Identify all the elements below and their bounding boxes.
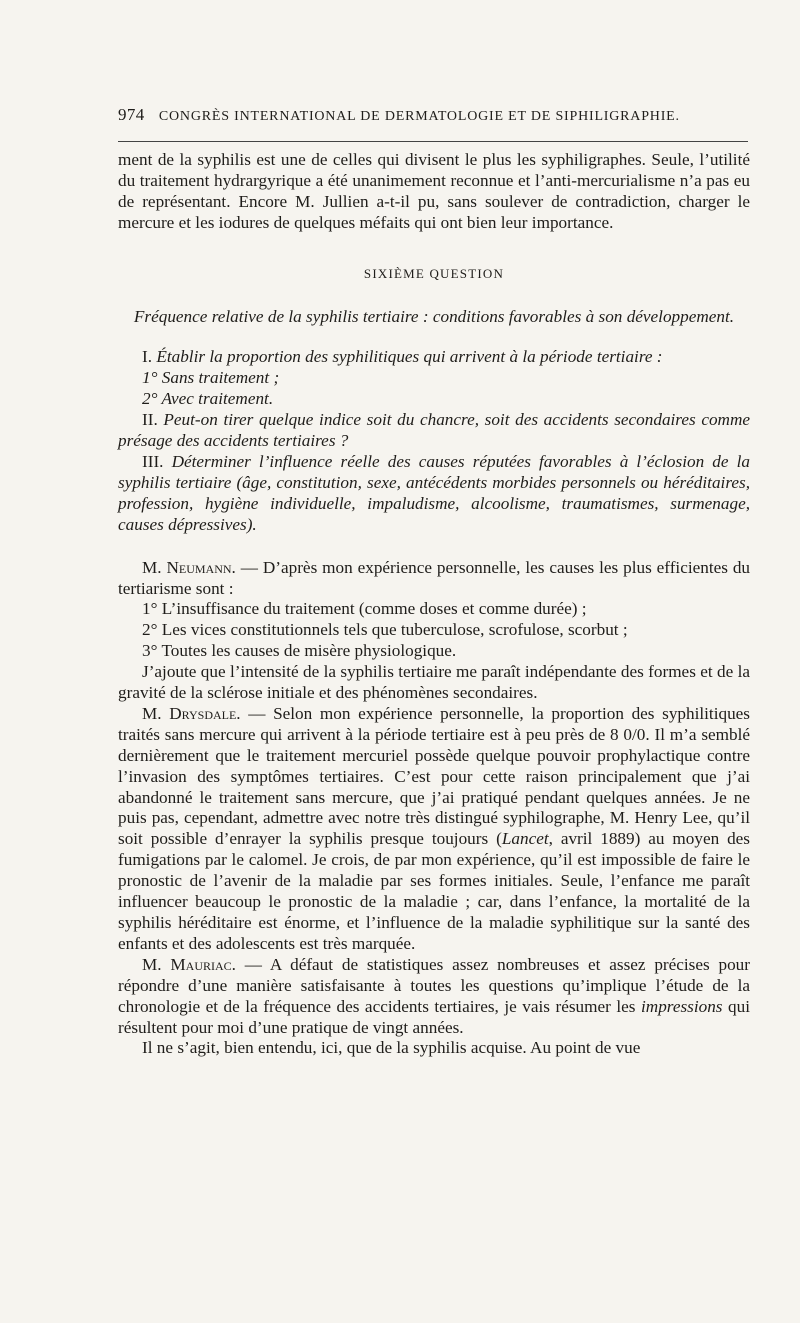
running-title: CONGRÈS INTERNATIONAL DE DERMATOLOGIE ET DE SIPHILIGRAPHIE.	[158, 109, 680, 124]
question-title: Fréquence relative de la syphilis tertiaire : conditions favorables à son développement.	[133, 306, 735, 326]
speaker-drysdale: M. Drysdale.	[142, 703, 241, 723]
mauriac-last-line: Il ne s’agit, bien entendu, ici, que de la syphilis acquise. Au point de vue	[142, 1038, 641, 1058]
drysdale-text-1: — Selon mon expérience personnelle, la proportion des syphilitiques traités sans mercure qui arrivent à la période tertiaire est à peu près de 8 0/0. Il m’a semblé dernièrement que le traitement mercuriel possède quelque pouvoir prophylactique contre l’invasion des symptômes tertiaires. C’est pour cette raison principalement que j’ai abandonné le traitement sans mercure, que j’ai pratiqué pendant quelques années. Je ne puis pas, cependant, admettre avec notre très distingué syphilographe, M. Henry Lee, qu’il soit possible d’enrayer la syphilis presque toujours (	[118, 703, 750, 849]
neumann-item-3: 3° Toutes les causes de misère physiologique.	[142, 641, 457, 661]
page-number: 974	[118, 105, 145, 124]
drysdale-paragraph	[118, 704, 750, 955]
question-3-text: Déterminer l’influence réelle des causes réputées favorables à l’éclosion de la syphilis tertiaire (âge, constitution, sexe, antécédents morbides personnels ou héréditaires, profession, hygiène individuelle, impaludisme, alcoolisme, traumatismes, surmenage, causes dépressives).	[118, 451, 750, 534]
question-2-text: Peut-on tirer quelque indice soit du chancre, soit des accidents secondaires comme présage des accidents tertiaires ?	[118, 410, 750, 451]
section-title: SIXIÈME QUESTION	[363, 265, 505, 281]
question-1-item-a: 1° Sans traitement ;	[142, 368, 280, 388]
mauriac-impressions: impressions	[641, 996, 723, 1016]
question-1-item-b: 2° Avec traitement.	[142, 389, 274, 409]
question-2	[118, 410, 750, 452]
running-header	[118, 105, 748, 125]
neumann-item-1: 1° L’insuffisance du traitement (comme doses et comme durée) ;	[142, 599, 587, 619]
mauriac-text-1: — A défaut de statistiques assez nombreuses et assez précises pour répondre d’une manière satisfaisante à toutes les questions qu’implique l’étude de la chronologie et de la fréquence des accidents tertiaires, je vais résumer les	[118, 954, 750, 1016]
question-2-number: II.	[142, 410, 158, 430]
neumann-closing: J’ajoute que l’intensité de la syphilis tertiaire me paraît indépendante des formes et de la gravité de la sclérose initiale et des phénomènes secondaires.	[118, 662, 750, 703]
question-1	[118, 347, 750, 368]
question-1-number: I.	[142, 347, 153, 367]
question-3	[118, 452, 750, 536]
header-rule	[118, 141, 748, 142]
speaker-neumann: M. Neumann.	[142, 557, 236, 577]
question-1-text: Établir la proportion des syphilitiques qui arrivent à la période tertiaire :	[156, 347, 663, 367]
question-3-number: III.	[142, 451, 164, 471]
drysdale-lancet: Lancet	[501, 829, 549, 849]
page-body	[118, 150, 750, 1059]
mauriac-paragraph	[118, 955, 750, 1039]
neumann-paragraph	[118, 558, 750, 600]
neumann-item-2: 2° Les vices constitutionnels tels que tuberculose, scrofulose, scorbut ;	[142, 620, 628, 640]
drysdale-text-2: , avril 1889) au moyen des fumigations par le calomel. Je crois, de par mon expérience, qu’il est impossible de faire le pronostic de l’avenir de la maladie par ses formes initiales. Seule, l’enfance me paraît influencer beaucoup le pronostic de la maladie ; car, dans l’enfance, la mortalité de la syphilis héréditaire est énorme, et l’influence de la maladie syphilitique sur la santé des enfants et des adolescents est très marquée.	[118, 829, 750, 953]
opening-paragraph: ment de la syphilis est une de celles qui divisent le plus les syphiligraphes. Seule, l’utilité du traitement hydrargyrique a été unanimement reconnue et l’anti-mercurialisme n’a pas eu de représentant. Encore M. Jullien a-t-il pu, sans soulever de contradiction, charger le mercure et les iodures de quelques méfaits qui ont bien leur importance.	[118, 150, 750, 232]
neumann-intro: — D’après mon expérience personnelle, les causes les plus efficientes du tertiarisme sont :	[118, 557, 751, 598]
mauriac-text-2: qui résultent pour moi d’une pratique de vingt années.	[118, 996, 750, 1037]
speaker-mauriac: M. Mauriac.	[142, 954, 236, 974]
